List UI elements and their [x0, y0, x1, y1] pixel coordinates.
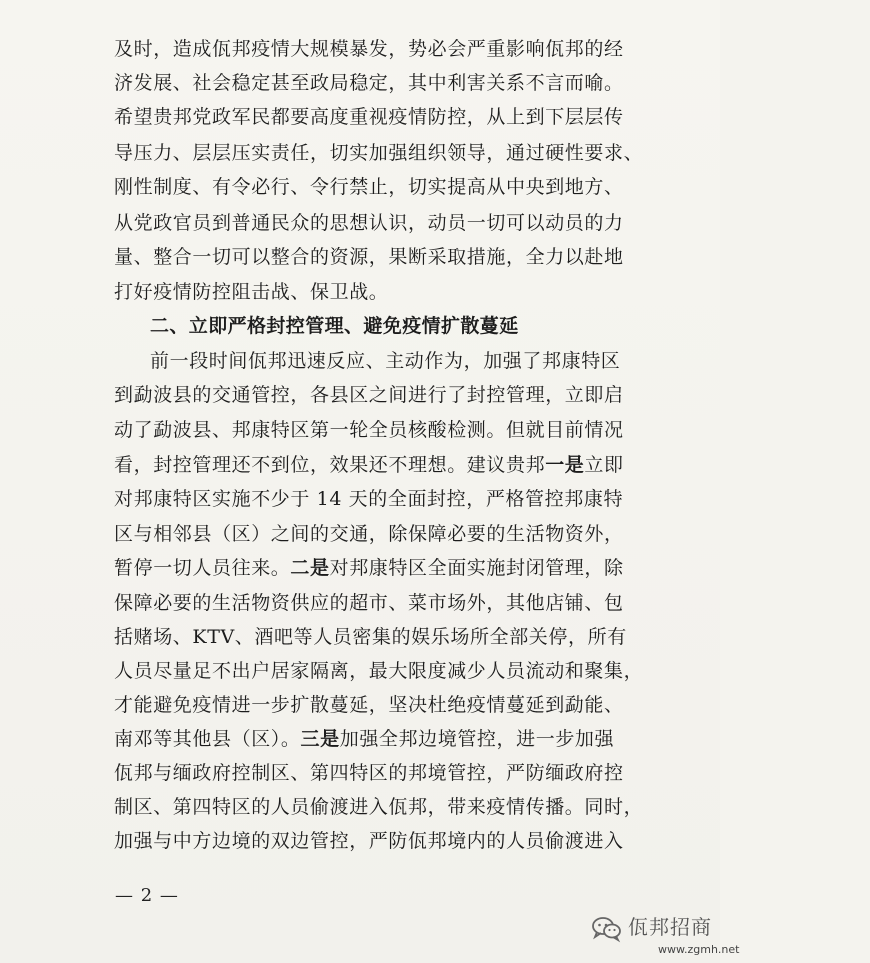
text-span: 括赌场、KTV、酒吧等人员密集的娱乐场所全部关停，所有: [114, 626, 627, 648]
section-heading: [150, 311, 870, 341]
text-span: 加强全邦边境管控，进一步加强: [339, 728, 615, 750]
bold-marker: 三是: [300, 728, 340, 750]
wechat-icon: [592, 916, 622, 942]
text-span: 保障必要的生活物资供应的超市、菜市场外，其他店铺、包: [114, 592, 624, 614]
text-line: [114, 242, 834, 272]
text-line: [114, 34, 834, 64]
text-span: 打好疫情防控阻击战、保卫战。: [114, 281, 389, 303]
text-span: 加强与中方边境的双边管控，严防佤邦境内的人员偷渡进入: [114, 830, 624, 852]
text-span: 从党政官员到普通民众的思想认识，动员一切可以动员的力: [114, 212, 624, 234]
text-span: 希望贵邦党政军民都要高度重视疫情防控，从上到下层层传: [114, 106, 624, 128]
text-line: [114, 519, 834, 549]
bold-marker: 二是: [290, 557, 330, 579]
text-line: [114, 622, 834, 652]
text-line: [114, 588, 834, 618]
watermark-url: www.zgmh.net: [658, 943, 740, 956]
text-span: 才能避免疫情进一步扩散蔓延，坚决杜绝疫情蔓延到勐能、: [114, 694, 624, 716]
text-span: 南邓等其他县（区）。: [114, 728, 301, 750]
text-line: [114, 484, 834, 514]
text-line: [114, 553, 834, 583]
text-line: [150, 346, 870, 376]
text-line: [114, 138, 834, 168]
text-span: 制区、第四特区的人员偷渡进入佤邦，带来疫情传播。同时，: [114, 796, 644, 818]
text-line: [114, 826, 834, 856]
text-span: 量、整合一切可以整合的资源，果断采取措施，全力以赴地: [114, 246, 624, 268]
text-line: [114, 690, 834, 720]
text-span: 人员尽量足不出户居家隔离，最大限度减少人员流动和聚集，: [114, 660, 644, 682]
text-line: [114, 68, 834, 98]
text-span: 对邦康特区实施不少于 14 天的全面封控，严格管控邦康特: [114, 488, 624, 510]
page-number: — 2 —: [115, 885, 179, 906]
bold-marker: 一是: [545, 454, 585, 476]
text-line: [114, 450, 834, 480]
text-line: [114, 792, 834, 822]
text-span: 及时，造成佤邦疫情大规模暴发，势必会严重影响佤邦的经: [114, 38, 624, 60]
text-line: [114, 724, 834, 754]
heading-text: 二、立即严格封控管理、避免疫情扩散蔓延: [150, 315, 519, 337]
text-span: 到勐波县的交通管控，各县区之间进行了封控管理，立即启: [114, 384, 624, 406]
text-span: 区与相邻县（区）之间的交通，除保障必要的生活物资外，: [114, 523, 624, 545]
text-span: 对邦康特区全面实施封闭管理，除: [329, 557, 624, 579]
text-line: [114, 415, 834, 445]
text-span: 动了勐波县、邦康特区第一轮全员核酸检测。但就目前情况: [114, 419, 624, 441]
text-line: [114, 208, 834, 238]
text-span: 前一段时间佤邦迅速反应、主动作为，加强了邦康特区: [150, 350, 621, 372]
text-span: 暂停一切人员往来。: [114, 557, 291, 579]
watermark: [560, 912, 740, 963]
text-span: 看，封控管理还不到位，效果还不理想。建议贵邦: [114, 454, 546, 476]
text-span: 佤邦与缅政府控制区、第四特区的邦境管控，严防缅政府控: [114, 762, 624, 784]
text-line: [114, 277, 834, 307]
text-span: 济发展、社会稳定甚至政局稳定，其中利害关系不言而喻。: [114, 72, 624, 94]
text-span: 刚性制度、有令必行、令行禁止，切实提高从中央到地方、: [114, 176, 624, 198]
text-line: [114, 656, 834, 686]
text-line: [114, 758, 834, 788]
watermark-title: 佤邦招商: [628, 915, 712, 939]
text-span: 导压力、层层压实责任，切实加强组织领导，通过硬性要求、: [114, 142, 644, 164]
text-line: [114, 172, 834, 202]
text-line: [114, 102, 834, 132]
text-line: [114, 380, 834, 410]
text-span: 立即: [584, 454, 624, 476]
